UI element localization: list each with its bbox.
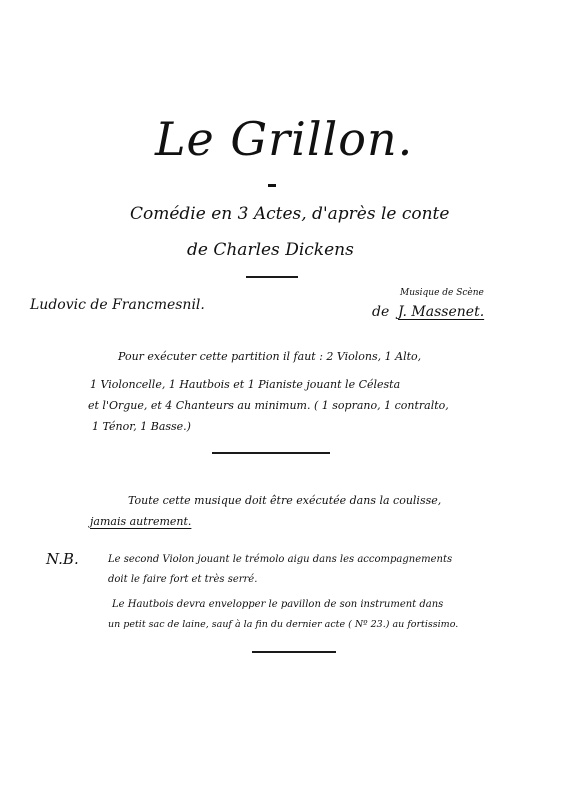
instrumentation-line-3: et l'Orgue, et 4 Chanteurs au minimum. ( 1 soprano, 1 contralto,	[88, 399, 449, 412]
subtitle-line-2: de Charles Dickens	[187, 240, 354, 260]
nb-rule	[252, 651, 336, 653]
coulisse-line-1: Toute cette musique doit être exécutée dans la coulisse,	[128, 494, 442, 507]
nb-paragraph-2-line-1: Le Hautbois devra envelopper le pavillon de son instrument dans	[112, 599, 444, 610]
nb-paragraph-1-line-1: Le second Violon jouant le trémolo aigu dans les accompagnements	[108, 554, 453, 565]
nb-label: N.B.	[46, 550, 79, 568]
subtitle-line-1: Comédie en 3 Actes, d'après le conte	[130, 204, 450, 224]
instrumentation-line-4: 1 Ténor, 1 Basse.)	[92, 420, 191, 433]
composer-name: J. Massenet.	[398, 304, 485, 320]
title-dash	[268, 184, 276, 187]
librettist: Ludovic de Francmesnil.	[30, 297, 205, 313]
page-title: Le Grillon.	[155, 112, 414, 166]
instrumentation-line-2: 1 Violoncelle, 1 Hautbois et 1 Pianiste jouant le Célesta	[90, 378, 401, 391]
instrumentation-rule	[212, 452, 330, 454]
coulisse-line-2: jamais autrement.	[90, 515, 192, 528]
composer-de: de	[372, 304, 390, 320]
nb-paragraph-1-line-2: doit le faire fort et très serré.	[108, 574, 258, 585]
instrumentation-line-1: Pour exécuter cette partition il faut : 2 Violons, 1 Alto,	[118, 350, 422, 363]
subtitle-rule	[246, 276, 298, 278]
music-label: Musique de Scène	[400, 288, 484, 298]
nb-paragraph-2-line-2: un petit sac de laine, sauf à la fin du dernier acte ( Nº 23.) au fortissimo.	[108, 619, 459, 630]
